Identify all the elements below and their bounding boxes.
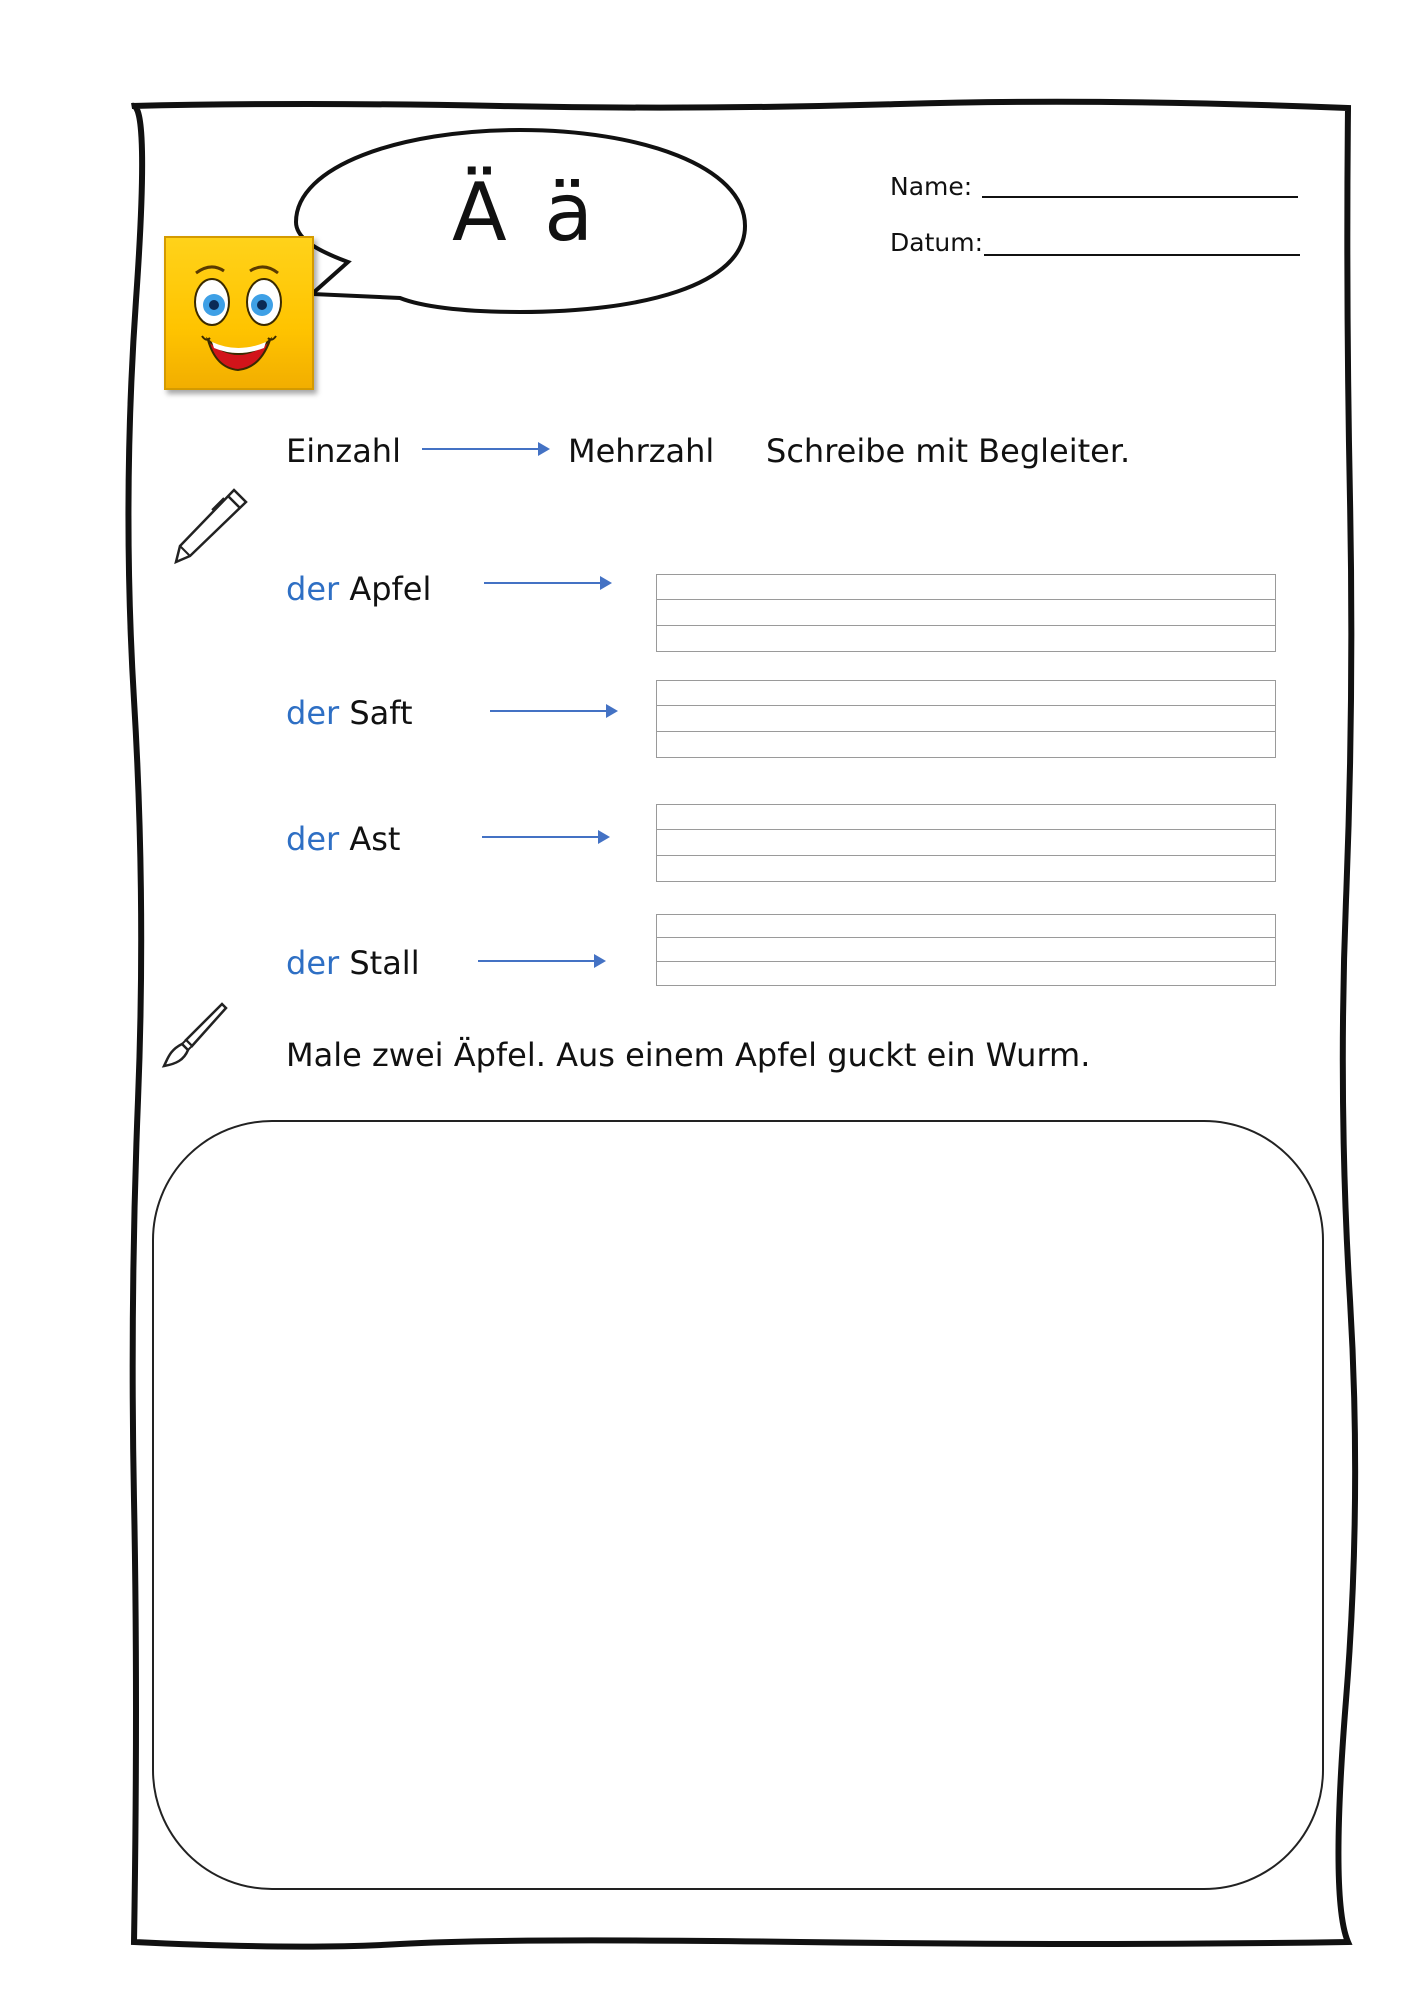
singular-label: Einzahl <box>286 432 401 470</box>
article: der <box>286 694 340 732</box>
article: der <box>286 944 340 982</box>
writing-lines-1[interactable] <box>656 574 1276 652</box>
row-arrow <box>478 960 604 962</box>
name-label: Name: <box>890 172 973 201</box>
article: der <box>286 570 340 608</box>
date-label: Datum: <box>890 228 983 257</box>
drawing-area[interactable] <box>152 1120 1324 1890</box>
smiley-face-icon <box>164 236 314 390</box>
name-field[interactable] <box>982 196 1298 198</box>
writing-lines-4[interactable] <box>656 914 1276 986</box>
row-arrow <box>490 710 616 712</box>
word-row-4 <box>286 944 420 982</box>
instruction-arrow <box>422 448 548 450</box>
noun: Apfel <box>349 570 432 608</box>
drawing-task-text: Male zwei Äpfel. Aus einem Apfel guckt ein Wurm. <box>286 1036 1091 1074</box>
task-text: Schreibe mit Begleiter. <box>766 432 1131 470</box>
writing-lines-2[interactable] <box>656 680 1276 758</box>
noun: Saft <box>349 694 413 732</box>
plural-label: Mehrzahl <box>568 432 715 470</box>
noun: Stall <box>349 944 420 982</box>
article: der <box>286 820 340 858</box>
row-arrow <box>484 582 610 584</box>
word-row-2 <box>286 694 413 732</box>
paintbrush-icon <box>158 1000 230 1072</box>
pen-icon <box>168 484 252 566</box>
word-row-3 <box>286 820 400 858</box>
writing-lines-3[interactable] <box>656 804 1276 882</box>
page-title-letters: Ä ä <box>452 166 600 259</box>
date-field[interactable] <box>984 254 1300 256</box>
word-row-1 <box>286 570 431 608</box>
noun: Ast <box>349 820 401 858</box>
row-arrow <box>482 836 608 838</box>
